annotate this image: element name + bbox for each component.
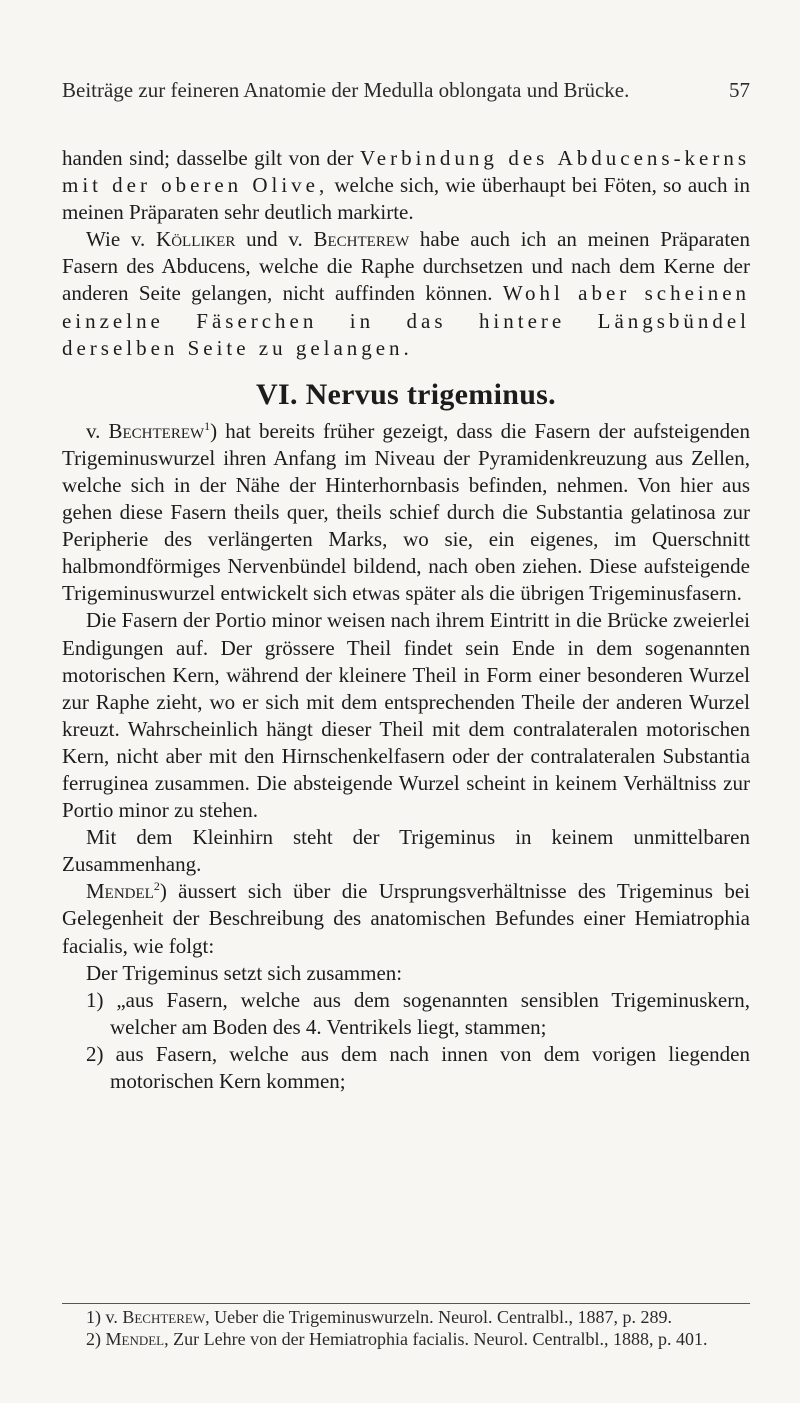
text-run: handen sind; dasselbe gilt von der [62, 146, 360, 170]
footnote-ref: 2 [153, 879, 160, 894]
footnote-1 [62, 1306, 750, 1328]
text-run: , Zur Lehre von der Hemiatrophia facialis. Neurol. Centralbl., 1888, p. 401. [164, 1329, 708, 1349]
text-run: und v. [235, 227, 314, 252]
author-name: Kölliker [156, 227, 236, 252]
section-paragraph-5: Der Trigeminus setzt sich zusammen: [86, 960, 403, 985]
text-run: habe auch ich an meinen Präparaten Fasern des Abducens, welche die Raphe durchsetzen und nach dem Kerne der anderen Seite gelangen, nicht auffinden können. [62, 227, 751, 306]
section-paragraph-4 [62, 878, 750, 959]
list-item: 1) „aus Fasern, welche aus dem sogenannten sensiblen Trigeminuskern, welcher am Boden des 4. Ventrikels liegt, stammen; [86, 987, 750, 1039]
author-name: Bechterew [122, 1307, 206, 1327]
footnote-2 [62, 1328, 750, 1350]
text-run: , Ueber die Trigeminuswurzeln. Neurol. Centralbl., 1887, p. 289. [205, 1307, 673, 1327]
list-item: 2) aus Fasern, welche aus dem nach innen von dem vorigen liegenden motorischen Kern kommen; [86, 1041, 750, 1093]
spaced-emphasis: Wohl aber scheinen einzelne Fäserchen in das hintere Längsbündel derselben Seite zu gelangen. [62, 281, 750, 360]
intro-paragraph-2 [62, 226, 750, 361]
spaced-emphasis: Verbindung des Abducens-kerns mit der oberen Olive, [62, 146, 750, 198]
author-name: Mendel [105, 1329, 165, 1349]
text-run: ) äussert sich über die Ursprungsverhältnisse des Trigeminus bei Gelegenheit der Beschreibung des anatomischen Befundes einer Hemiatrophia facialis, wie folgt: [62, 879, 750, 958]
author-name: Mendel [86, 879, 154, 904]
text-run: v. [86, 418, 109, 443]
author-name: Bechterew [313, 227, 410, 252]
text-run: Wie v. [86, 227, 157, 252]
footnote-ref: 1 [204, 418, 211, 433]
section-heading: VI. Nervus trigeminus. [256, 377, 556, 411]
text-run: 2) [86, 1329, 106, 1349]
section-paragraph-3: Mit dem Kleinhirn steht der Trigeminus in keinem unmittelbaren Zusammenhang. [62, 825, 750, 877]
page-body [62, 145, 750, 1095]
text-run: 1) v. [86, 1307, 123, 1327]
page-number: 57 [729, 78, 750, 102]
intro-paragraph-1 [62, 145, 750, 226]
section-paragraph-1 [62, 418, 750, 608]
footnotes [62, 1303, 750, 1350]
author-name: Bechterew [108, 418, 205, 443]
section-paragraph-2: Die Fasern der Portio minor weisen nach ihrem Eintritt in die Brücke zweierlei Endigungen auf. Der grössere Theil findet sein Ende in dem sogenannten motorischen Kern, während der kleinere Theil in Form einer besonderen Wurzel zur Raphe zieht, wo er sich mit dem entsprechenden Theile der anderen Wurzel kreuzt. Wahrscheinlich hängt dieser Theil mit dem contralateralen motorischen Kern, nicht aber mit den Hirnschenkelfasern oder der contralateralen Substantia ferruginea zusammen. Die absteigende Wurzel scheint in keinem Verhältniss zur Portio minor zu stehen. [62, 608, 750, 823]
text-run: welche sich, wie überhaupt bei Föten, so auch in meinen Präparaten sehr deutlich markirte. [62, 173, 750, 225]
running-title: Beiträge zur feineren Anatomie der Medulla oblongata und Brücke. [62, 78, 630, 102]
text-run: ) hat bereits früher gezeigt, dass die Fasern der aufsteigenden Trigeminuswurzel ihren Anfang im Niveau der Pyramidenkreuzung aus Zellen, welche sich in der Nähe der Hinterhornbasis befinden, nehmen. Von hier aus gehen diese Fasern theils quer, theils schief durch die Substantia gelatinosa zur Peripherie des verlängerten Marks, wo sie, ein eigenes, im Querschnitt halbmondförmiges Nervenbündel bildend, nach oben ziehen. Diese aufsteigende Trigeminuswurzel entwickelt sich etwas später als die übrigen Trigeminusfasern. [62, 418, 751, 606]
